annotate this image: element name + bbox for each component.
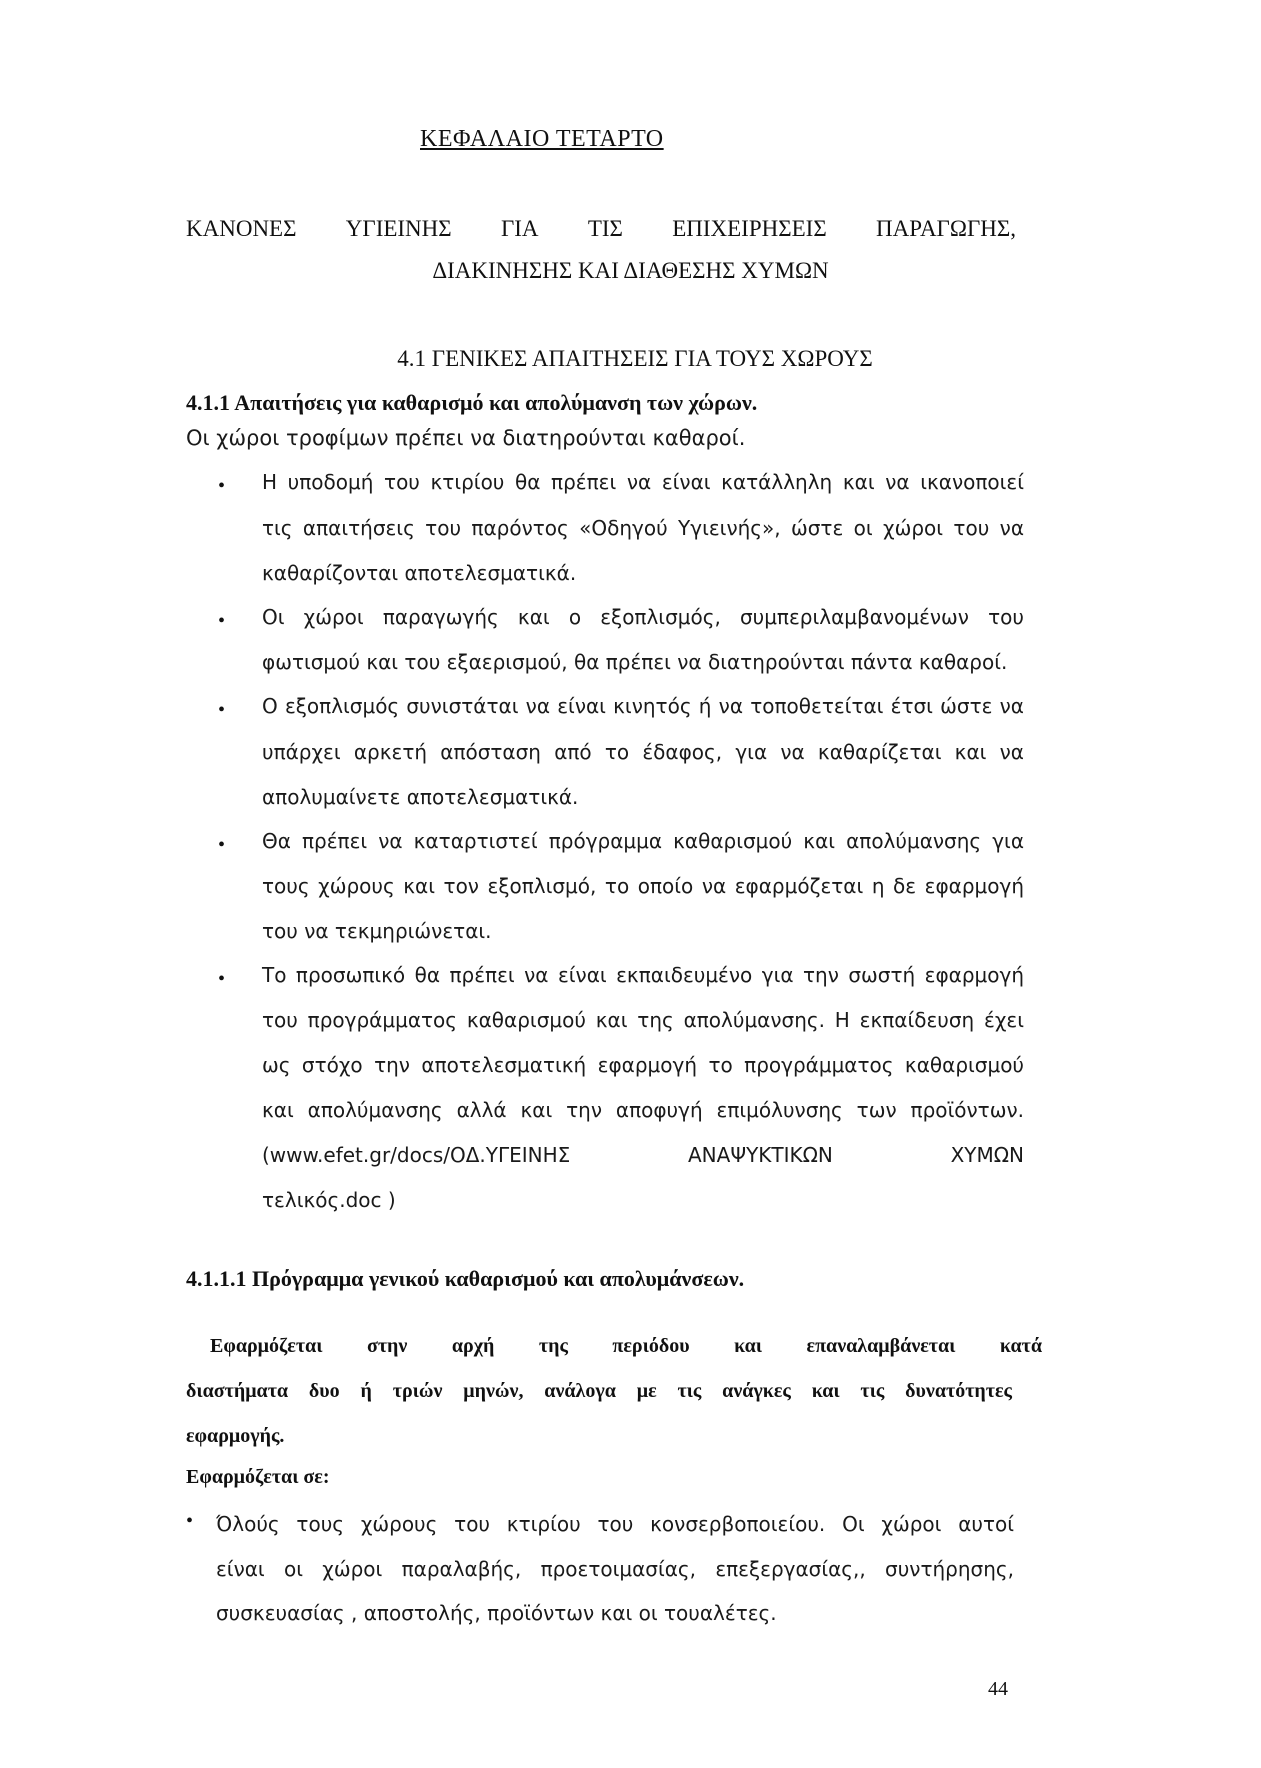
applied-paragraph-line: εφαρμογής.	[186, 1425, 285, 1447]
heading-word: ΓΙΑ	[500, 216, 539, 241]
bullet-line: Οι χώροι παραγωγής και ο εξοπλισμός, συμπεριλαμβανομένων του	[262, 605, 1024, 629]
subsection-heading: 4.1.1 Απαιτήσεις για καθαρισμό και απολύμανση των χώρων.	[186, 390, 758, 415]
applied-paragraph-line: διαστήματα δυο ή τριών μηνών, ανάλογα με τις ανάγκες και τις δυνατότητες	[186, 1380, 1012, 1402]
intro-text: Οι χώροι τροφίμων πρέπει να διατηρούνται καθαροί.	[186, 426, 746, 450]
heading-word: ΚΑΝΟΝΕΣ	[186, 216, 297, 241]
bullet-dot: •	[218, 834, 226, 856]
bullet-line: τις απαιτήσεις του παρόντος «Οδηγού Υγιεινής», ώστε οι χώροι του να	[262, 516, 1024, 540]
applied-bullet-line: είναι οι χώροι παραλαβής, προετοιμασίας, επεξεργασίας,, συντήρησης,	[216, 1557, 1014, 1581]
bullet-dot: •	[218, 699, 226, 721]
main-heading-line1	[186, 216, 1016, 242]
heading-word: ΕΠΙΧΕΙΡΗΣΕΙΣ	[672, 216, 827, 241]
bullet-dot: •	[186, 1510, 194, 1532]
bullet-line: (www.efet.gr/docs/ΟΔ.ΥΓΕΙΝΗΣ ΑΝΑΨΥΚΤΙΚΩΝ ΧΥΜΩΝ	[262, 1143, 1024, 1167]
bullet-line: τελικός.doc )	[262, 1188, 396, 1212]
bullet-dot: •	[218, 968, 226, 990]
bullet-dot: •	[218, 475, 226, 497]
bullet-line: τους χώρους και τον εξοπλισμό, το οποίο να εφαρμόζεται η δε εφαρμογή	[262, 874, 1024, 898]
applied-to-label: Εφαρμόζεται σε:	[186, 1466, 330, 1488]
bullet-line: ως στόχο την αποτελεσματική εφαρμογή το προγράμματος καθαρισμού	[262, 1053, 1024, 1077]
bullet-dot: •	[218, 610, 226, 632]
page-number: 44	[988, 1678, 1008, 1700]
bullet-line: Θα πρέπει να καταρτιστεί πρόγραμμα καθαρισμού και απολύμανσης για	[262, 829, 1024, 853]
main-heading-line2: ΔΙΑΚΙΝΗΣΗΣ ΚΑΙ ΔΙΑΘΕΣΗΣ ΧΥΜΩΝ	[432, 258, 829, 283]
heading-word: ΠΑΡΑΓΩΓΗΣ,	[876, 216, 1016, 241]
bullet-line: και απολύμανσης αλλά και την αποφυγή επιμόλυνσης των προϊόντων.	[262, 1098, 1024, 1122]
bullet-line: Ο εξοπλισμός συνιστάται να είναι κινητός ή να τοποθετείται έτσι ώστε να	[262, 694, 1024, 718]
subsubsection-heading: 4.1.1.1 Πρόγραμμα γενικού καθαρισμού και απολυμάνσεων.	[186, 1266, 745, 1291]
bullet-line: Το προσωπικό θα πρέπει να είναι εκπαιδευμένο για την σωστή εφαρμογή	[262, 963, 1024, 987]
bullet-line: υπάρχει αρκετή απόσταση από το έδαφος, για να καθαρίζεται και να	[262, 740, 1024, 764]
chapter-title: ΚΕΦΑΛΑΙΟ ΤΕΤΑΡΤΟ	[420, 126, 664, 152]
applied-paragraph-line: Εφαρμόζεται στην αρχή της περιόδου και επαναλαμβάνεται κατά	[210, 1335, 1042, 1357]
heading-word: ΤΙΣ	[587, 216, 623, 241]
bullet-line: απολυμαίνετε αποτελεσματικά.	[262, 785, 579, 809]
heading-word: ΥΓΙΕΙΝΗΣ	[345, 216, 452, 241]
bullet-line: του να τεκμηριώνεται.	[262, 919, 492, 943]
bullet-line: του προγράμματος καθαρισμού και της απολύμανσης. Η εκπαίδευση έχει	[262, 1008, 1024, 1032]
section-heading: 4.1 ΓΕΝΙΚΕΣ ΑΠΑΙΤΗΣΕΙΣ ΓΙΑ ΤΟΥΣ ΧΩΡΟΥΣ	[397, 346, 873, 371]
bullet-line: Η υποδομή του κτιρίου θα πρέπει να είναι κατάλληλη και να ικανοποιεί	[262, 470, 1024, 494]
applied-bullet-line: συσκευασίας , αποστολής, προϊόντων και οι τουαλέτες.	[216, 1601, 777, 1625]
bullet-line: φωτισμού και του εξαερισμού, θα πρέπει να διατηρούνται πάντα καθαροί.	[262, 650, 1008, 674]
applied-bullet-line: Όλούς τους χώρους του κτιρίου του κονσερβοποιείου. Οι χώροι αυτοί	[216, 1512, 1014, 1536]
bullet-line: καθαρίζονται αποτελεσματικά.	[262, 561, 577, 585]
